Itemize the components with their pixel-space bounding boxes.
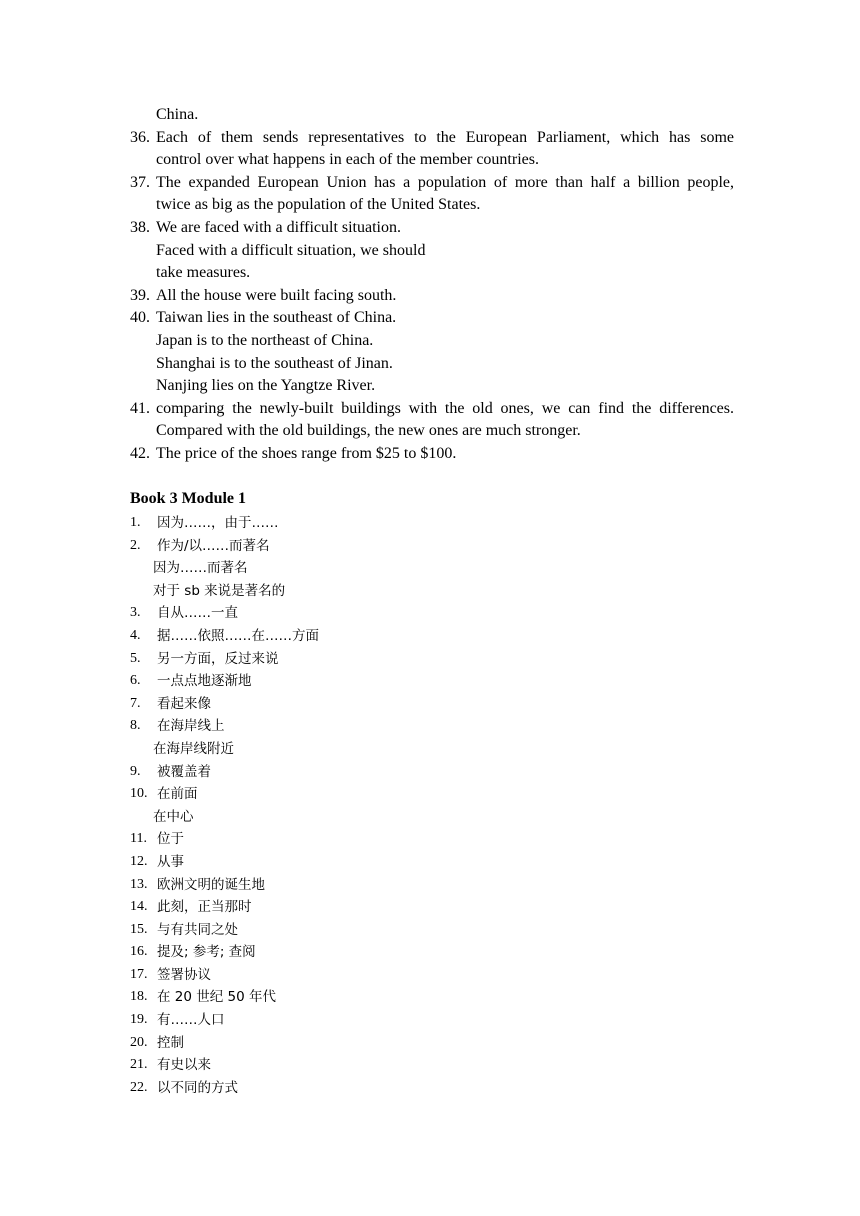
sentence-line (130, 172, 740, 195)
item-text: 因为……而著名 (153, 560, 248, 577)
sentence-line (130, 420, 740, 443)
item-text: Japan is to the northeast of China. (156, 331, 374, 349)
item-text: Faced with a difficult situation, we should (156, 241, 426, 259)
sentence-line (130, 194, 740, 217)
item-text: 对于 sb 来说是著名的 (153, 582, 286, 599)
item-number: 3. (130, 605, 141, 621)
item-text: 看起来像 (157, 695, 211, 712)
item-text: 自从……一直 (157, 605, 238, 622)
item-text: 位于 (157, 831, 184, 848)
section-heading: Book 3 Module 1 (130, 490, 247, 507)
item-text: 此刻，正当那时 (157, 899, 252, 916)
item-text: 与有共同之处 (157, 921, 238, 938)
item-number: 15. (130, 921, 148, 937)
item-number: 11. (130, 831, 147, 847)
sentence-line (130, 307, 740, 330)
item-number: 36. (130, 128, 150, 146)
item-text: 有史以来 (157, 1057, 211, 1074)
item-number: 18. (130, 989, 148, 1005)
item-number: 6. (130, 673, 141, 689)
item-text: 在 20 世纪 50 年代 (157, 989, 277, 1006)
item-text: 在海岸线上 (157, 718, 225, 735)
item-number: 22. (130, 1079, 148, 1095)
sentence-line (130, 353, 740, 376)
sentence-line (130, 330, 740, 353)
item-text: All the house were built facing south. (156, 286, 397, 304)
sentence-line (130, 127, 740, 150)
item-text: 欧洲文明的诞生地 (157, 876, 265, 893)
item-number: 39. (130, 286, 150, 304)
item-text: Taiwan lies in the southeast of China. (156, 309, 397, 327)
item-number: 40. (130, 309, 150, 327)
item-number: 12. (130, 853, 148, 869)
item-number: 10. (130, 786, 148, 802)
item-text: 签署协议 (157, 966, 211, 983)
item-text: twice as big as the population of the United States. (156, 196, 481, 214)
item-number: 14. (130, 899, 148, 915)
item-text: Nanjing lies on the Yangtze River. (156, 377, 376, 395)
item-text: 从事 (157, 853, 184, 870)
item-number: 42. (130, 444, 150, 462)
item-text: We are faced with a difficult situation. (156, 218, 401, 236)
item-text: 在前面 (157, 786, 198, 803)
sentence-line (130, 149, 740, 172)
item-number: 16. (130, 944, 148, 960)
item-text: 控制 (157, 1034, 184, 1051)
item-text: 提及; 参考; 查阅 (157, 944, 256, 961)
sentence-line (130, 443, 740, 466)
item-number: 7. (130, 695, 141, 711)
item-text: 作为/以……而著名 (157, 537, 270, 554)
sentence-line (130, 217, 740, 240)
sentence-line (130, 104, 740, 127)
sentence-line (130, 262, 740, 285)
item-number: 41. (130, 399, 150, 417)
item-number: 5. (130, 650, 141, 666)
item-number: 9. (130, 763, 141, 779)
item-number: 19. (130, 1012, 148, 1028)
item-text: 以不同的方式 (157, 1079, 238, 1096)
item-number: 37. (130, 173, 150, 191)
sentence-line (130, 375, 740, 398)
item-text: 一点点地逐渐地 (157, 673, 252, 690)
item-text: Compared with the old buildings, the new ones are much stronger. (156, 422, 581, 440)
item-text: Each of them sends representatives to the European Parliament, which has some (156, 128, 734, 146)
item-number: 21. (130, 1057, 148, 1073)
english-sentence-list (130, 104, 740, 466)
item-number: 8. (130, 718, 141, 734)
item-text: comparing the newly-built buildings with the old ones, we can find the differences. (156, 399, 734, 417)
item-text: 在海岸线附近 (153, 740, 234, 757)
item-text: 在中心 (153, 808, 194, 825)
item-text: take measures. (156, 264, 251, 282)
item-number: 1. (130, 515, 141, 530)
item-text: Shanghai is to the southeast of Jinan. (156, 354, 393, 372)
item-text: 有……人口 (157, 1012, 225, 1029)
item-number: 13. (130, 876, 148, 892)
sentence-line (130, 240, 740, 263)
item-number: 38. (130, 218, 150, 236)
sentence-line (130, 398, 740, 421)
item-text: 另一方面，反过来说 (157, 650, 279, 667)
item-number: 2. (130, 537, 141, 553)
item-number: 17. (130, 966, 148, 982)
item-text: 因为……，由于…… (157, 515, 279, 531)
item-text: 被覆盖着 (157, 763, 211, 780)
item-number: 4. (130, 627, 141, 643)
item-text: China. (156, 106, 199, 123)
item-text: 据……依照……在……方面 (157, 627, 319, 644)
item-text: The expanded European Union has a population of more than half a billion people, (156, 173, 734, 191)
sentence-line (130, 285, 740, 308)
item-text: control over what happens in each of the member countries. (156, 151, 539, 169)
item-text: The price of the shoes range from $25 to $100. (156, 444, 457, 462)
item-number: 20. (130, 1034, 148, 1050)
